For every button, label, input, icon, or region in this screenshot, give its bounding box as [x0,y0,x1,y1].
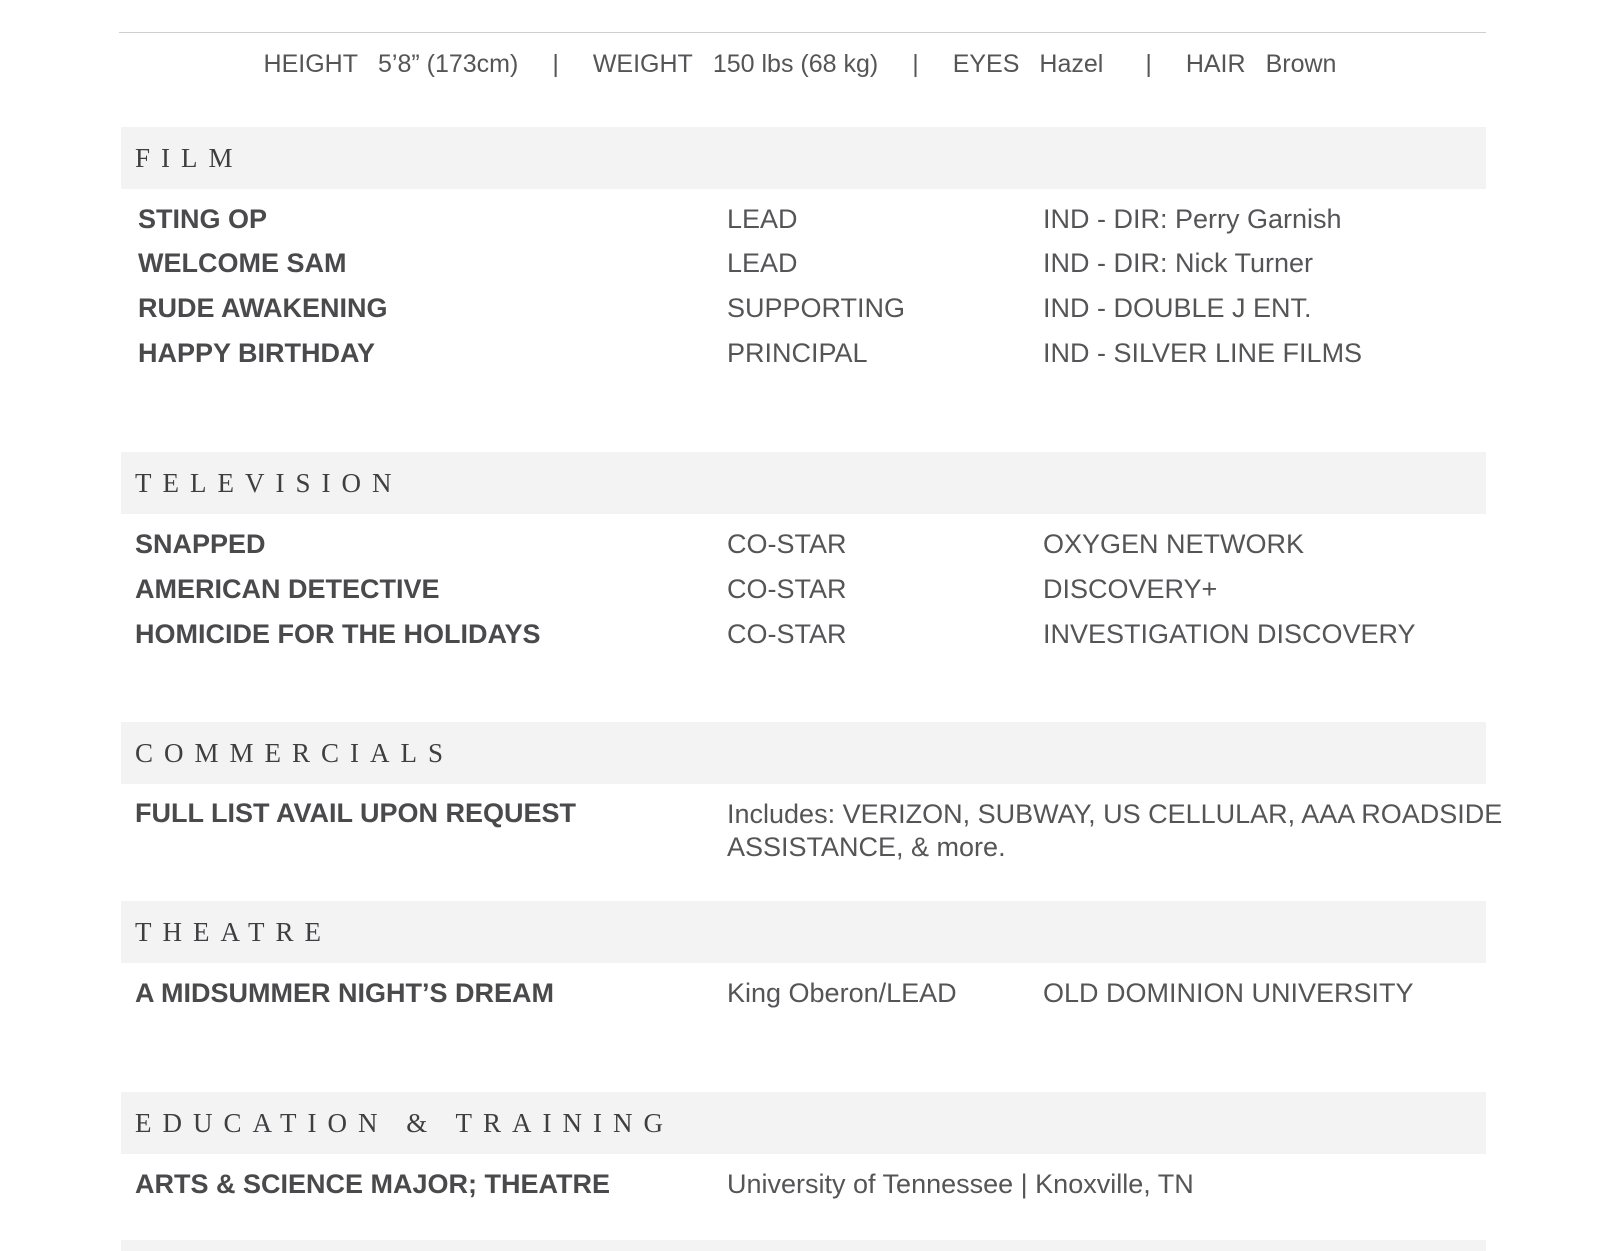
physical-stats-bar [0,50,1600,79]
television-row [0,619,1600,653]
credit-network: DISCOVERY+ [1043,574,1218,604]
stat-label: WEIGHT [592,50,693,78]
credit-title: A MIDSUMMER NIGHT’S DREAM [135,978,554,1008]
stat-separator: | [1145,50,1152,78]
credit-network: INVESTIGATION DISCOVERY [1043,619,1416,649]
stat-hair [1186,50,1337,79]
credit-title: STING OP [138,204,268,234]
stat-value: 150 lbs (68 kg) [712,50,879,78]
credit-production: IND - SILVER LINE FILMS [1043,338,1363,368]
top-divider [119,32,1486,33]
credit-title: RUDE AWAKENING [138,293,388,323]
section-title: TELEVISION [135,468,403,498]
film-row [0,248,1600,282]
credit-title: AMERICAN DETECTIVE [135,574,440,604]
credit-role: SUPPORTING [727,293,906,323]
credit-role: LEAD [727,204,798,234]
film-row [0,204,1600,238]
section-header-education [121,1092,1486,1154]
education-detail: University of Tennessee | Knoxville, TN [727,1169,1194,1199]
credit-title: WELCOME SAM [138,248,347,278]
stat-separator: | [552,50,559,78]
credit-title: HAPPY BIRTHDAY [138,338,376,368]
stat-value: Hazel [1039,50,1104,78]
credit-title: HOMICIDE FOR THE HOLIDAYS [135,619,541,649]
film-row [0,338,1600,372]
stat-label: EYES [952,50,1020,78]
credit-role: CO-STAR [727,619,847,649]
stat-label: HEIGHT [263,50,358,78]
commercials-item: FULL LIST AVAIL UPON REQUEST [135,798,577,828]
television-row [0,574,1600,608]
credit-role: King Oberon/LEAD [727,978,957,1008]
stat-height [264,50,519,79]
credit-role: CO-STAR [727,529,847,559]
section-header-theatre [121,901,1486,963]
credit-role: CO-STAR [727,574,847,604]
stat-weight [593,50,878,79]
section-header-television [121,452,1486,514]
credit-role: LEAD [727,248,798,278]
credit-title: SNAPPED [135,529,266,559]
film-row [0,293,1600,327]
section-header-film [121,127,1486,189]
television-row [0,529,1600,563]
section-title: COMMERCIALS [135,738,455,768]
credit-production: IND - DIR: Nick Turner [1043,248,1314,278]
stat-label: HAIR [1185,50,1246,78]
section-title: FILM [135,143,244,173]
stat-value: Brown [1265,50,1337,78]
stat-value: 5’8” (173cm) [378,50,519,78]
education-row [0,1169,1600,1203]
section-header-commercials [121,722,1486,784]
credit-network: OXYGEN NETWORK [1043,529,1305,559]
credit-production: IND - DIR: Perry Garnish [1043,204,1342,234]
commercials-detail: Includes: VERIZON, SUBWAY, US CELLULAR, AAA ROADSIDE ASSISTANCE, & more. [727,799,1503,862]
education-item: ARTS & SCIENCE MAJOR; THEATRE [135,1169,611,1199]
credit-production: IND - DOUBLE J ENT. [1043,293,1312,323]
stat-separator: | [912,50,919,78]
section-header-next [121,1240,1486,1251]
section-title: THEATRE [135,917,332,947]
credit-production: OLD DOMINION UNIVERSITY [1043,978,1414,1008]
section-title: EDUCATION & TRAINING [135,1108,674,1138]
credit-role: PRINCIPAL [727,338,868,368]
stat-eyes [953,50,1104,79]
theatre-row [0,978,1600,1012]
